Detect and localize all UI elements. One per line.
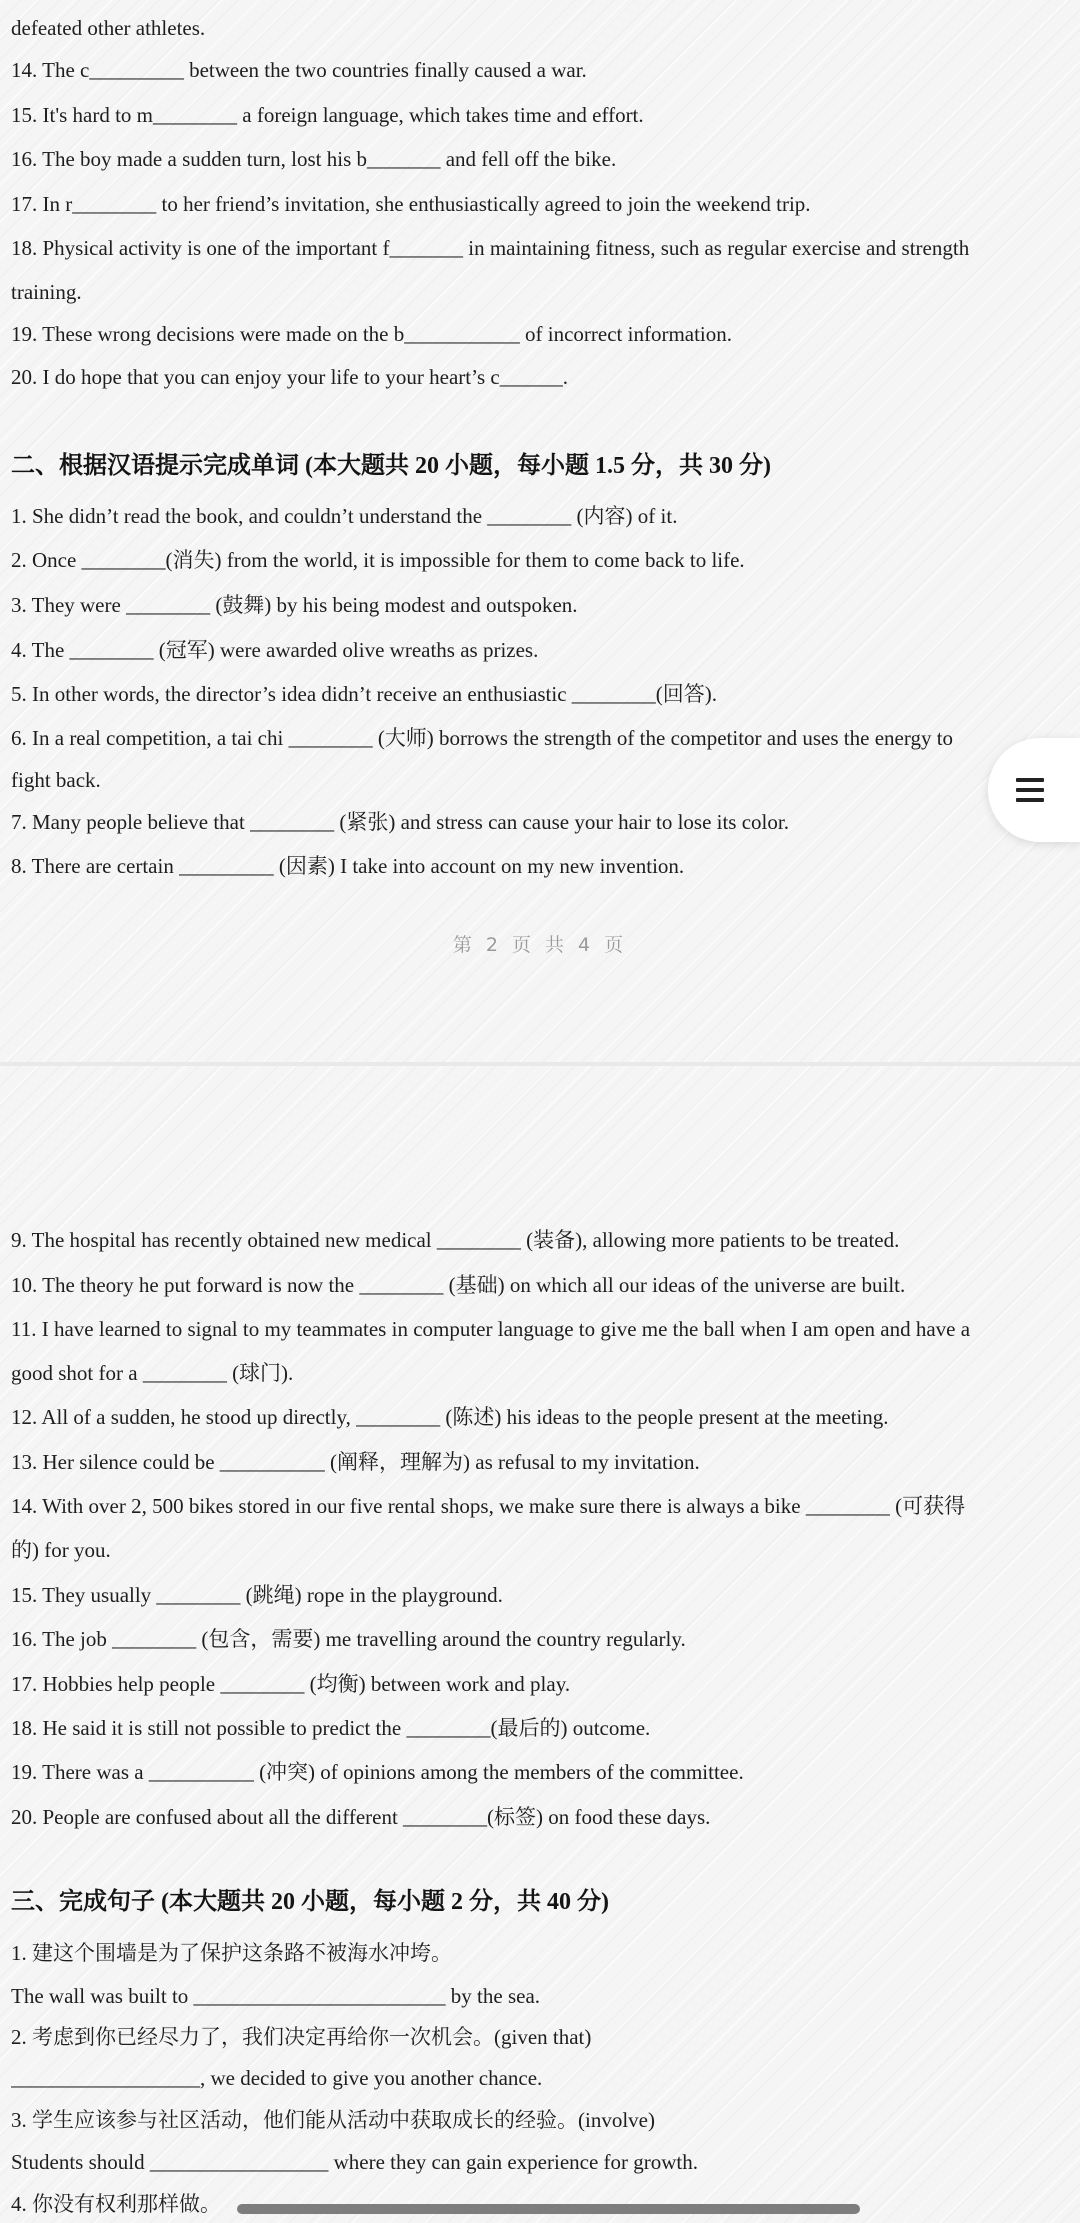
question-line: 2. Once ________(消失) from the world, it is impossible for them to come back to life. bbox=[11, 548, 745, 572]
question-line: 9. The hospital has recently obtained new medical ________ (装备), allowing more patients to be treated. bbox=[11, 1228, 900, 1252]
question-line: 18. He said it is still not possible to predict the ________(最后的) outcome. bbox=[11, 1716, 651, 1740]
question-line: training. bbox=[11, 280, 82, 304]
question-line: 16. The boy made a sudden turn, lost his b_______ and fell off the bike. bbox=[11, 147, 617, 171]
question-line: 15. It's hard to m________ a foreign language, which takes time and effort. bbox=[11, 103, 644, 127]
page-number: 第 2 页 共 4 页 bbox=[452, 934, 628, 956]
question-line: 20. People are confused about all the different ________(标签) on food these days. bbox=[11, 1805, 711, 1829]
question-line: 17. Hobbies help people ________ (均衡) between work and play. bbox=[11, 1672, 571, 1696]
exam-page-2 bbox=[0, 0, 1080, 1062]
question-line: 1. 建这个围墙是为了保护这条路不被海水冲垮。 bbox=[11, 1941, 452, 1965]
question-line: 20. I do hope that you can enjoy your life to your heart’s c______. bbox=[11, 365, 568, 389]
question-line: 7. Many people believe that ________ (紧张) and stress can cause your hair to lose its color. bbox=[11, 810, 789, 834]
question-line: __________________, we decided to give you another chance. bbox=[11, 2066, 543, 2090]
exam-page-3 bbox=[0, 1066, 1080, 2223]
question-line: 3. They were ________ (鼓舞) by his being modest and outspoken. bbox=[11, 593, 578, 617]
question-line: 18. Physical activity is one of the important f_______ in maintaining fitness, such as regular exercise and strength bbox=[11, 236, 970, 260]
question-line: 8. There are certain _________ (因素) I take into account on my new invention. bbox=[11, 854, 685, 878]
question-line: 16. The job ________ (包含，需要) me travelling around the country regularly. bbox=[11, 1627, 686, 1651]
question-line: 10. The theory he put forward is now the ________ (基础) on which all our ideas of the universe are built. bbox=[11, 1273, 906, 1297]
question-line: 14. The c_________ between the two countries finally caused a war. bbox=[11, 58, 587, 82]
section-2-heading: 二、根据汉语提示完成单词 (本大题共 20 小题，每小题 1.5 分，共 30 分) bbox=[11, 453, 771, 479]
question-line: Students should _________________ where they can gain experience for growth. bbox=[11, 2150, 699, 2174]
question-line: 1. She didn’t read the book, and couldn’t understand the ________ (内容) of it. bbox=[11, 504, 678, 528]
home-indicator[interactable] bbox=[237, 2204, 860, 2214]
question-line: 的) for you. bbox=[11, 1538, 111, 1562]
question-line: 6. In a real competition, a tai chi ________ (大师) borrows the strength of the competitor and uses the energy to bbox=[11, 726, 954, 750]
question-line: defeated other athletes. bbox=[11, 16, 206, 40]
question-line: fight back. bbox=[11, 768, 101, 792]
question-line: The wall was built to ________________________ by the sea. bbox=[11, 1984, 541, 2008]
question-line: 15. They usually ________ (跳绳) rope in the playground. bbox=[11, 1583, 503, 1607]
question-line: 14. With over 2, 500 bikes stored in our five rental shops, we make sure there is always a bike ________ (可获得 bbox=[11, 1494, 966, 1518]
question-line: 4. The ________ (冠军) were awarded olive wreaths as prizes. bbox=[11, 638, 539, 662]
question-line: 12. All of a sudden, he stood up directly, ________ (陈述) his ideas to the people present at the meeting. bbox=[11, 1405, 889, 1429]
question-line: 11. I have learned to signal to my teammates in computer language to give me the ball when I am open and have a bbox=[11, 1317, 971, 1341]
question-line: 4. 你没有权利那样做。 bbox=[11, 2192, 221, 2216]
question-line: 5. In other words, the director’s idea didn’t receive an enthusiastic ________(回答). bbox=[11, 682, 718, 706]
question-line: 17. In r________ to her friend’s invitation, she enthusiastically agreed to join the weekend trip. bbox=[11, 192, 811, 216]
question-line: good shot for a ________ (球门). bbox=[11, 1361, 294, 1385]
question-line: 19. There was a __________ (冲突) of opinions among the members of the committee. bbox=[11, 1760, 744, 1784]
question-line: 19. These wrong decisions were made on the b___________ of incorrect information. bbox=[11, 322, 733, 346]
section-3-heading: 三、完成句子 (本大题共 20 小题，每小题 2 分，共 40 分) bbox=[11, 1889, 609, 1915]
hamburger-menu-icon bbox=[1016, 778, 1044, 802]
question-line: 3. 学生应该参与社区活动，他们能从活动中获取成长的经验。(involve) bbox=[11, 2108, 655, 2132]
question-line: 13. Her silence could be __________ (阐释，理解为) as refusal to my invitation. bbox=[11, 1450, 700, 1474]
question-line: 2. 考虑到你已经尽力了，我们决定再给你一次机会。(given that) bbox=[11, 2025, 592, 2049]
